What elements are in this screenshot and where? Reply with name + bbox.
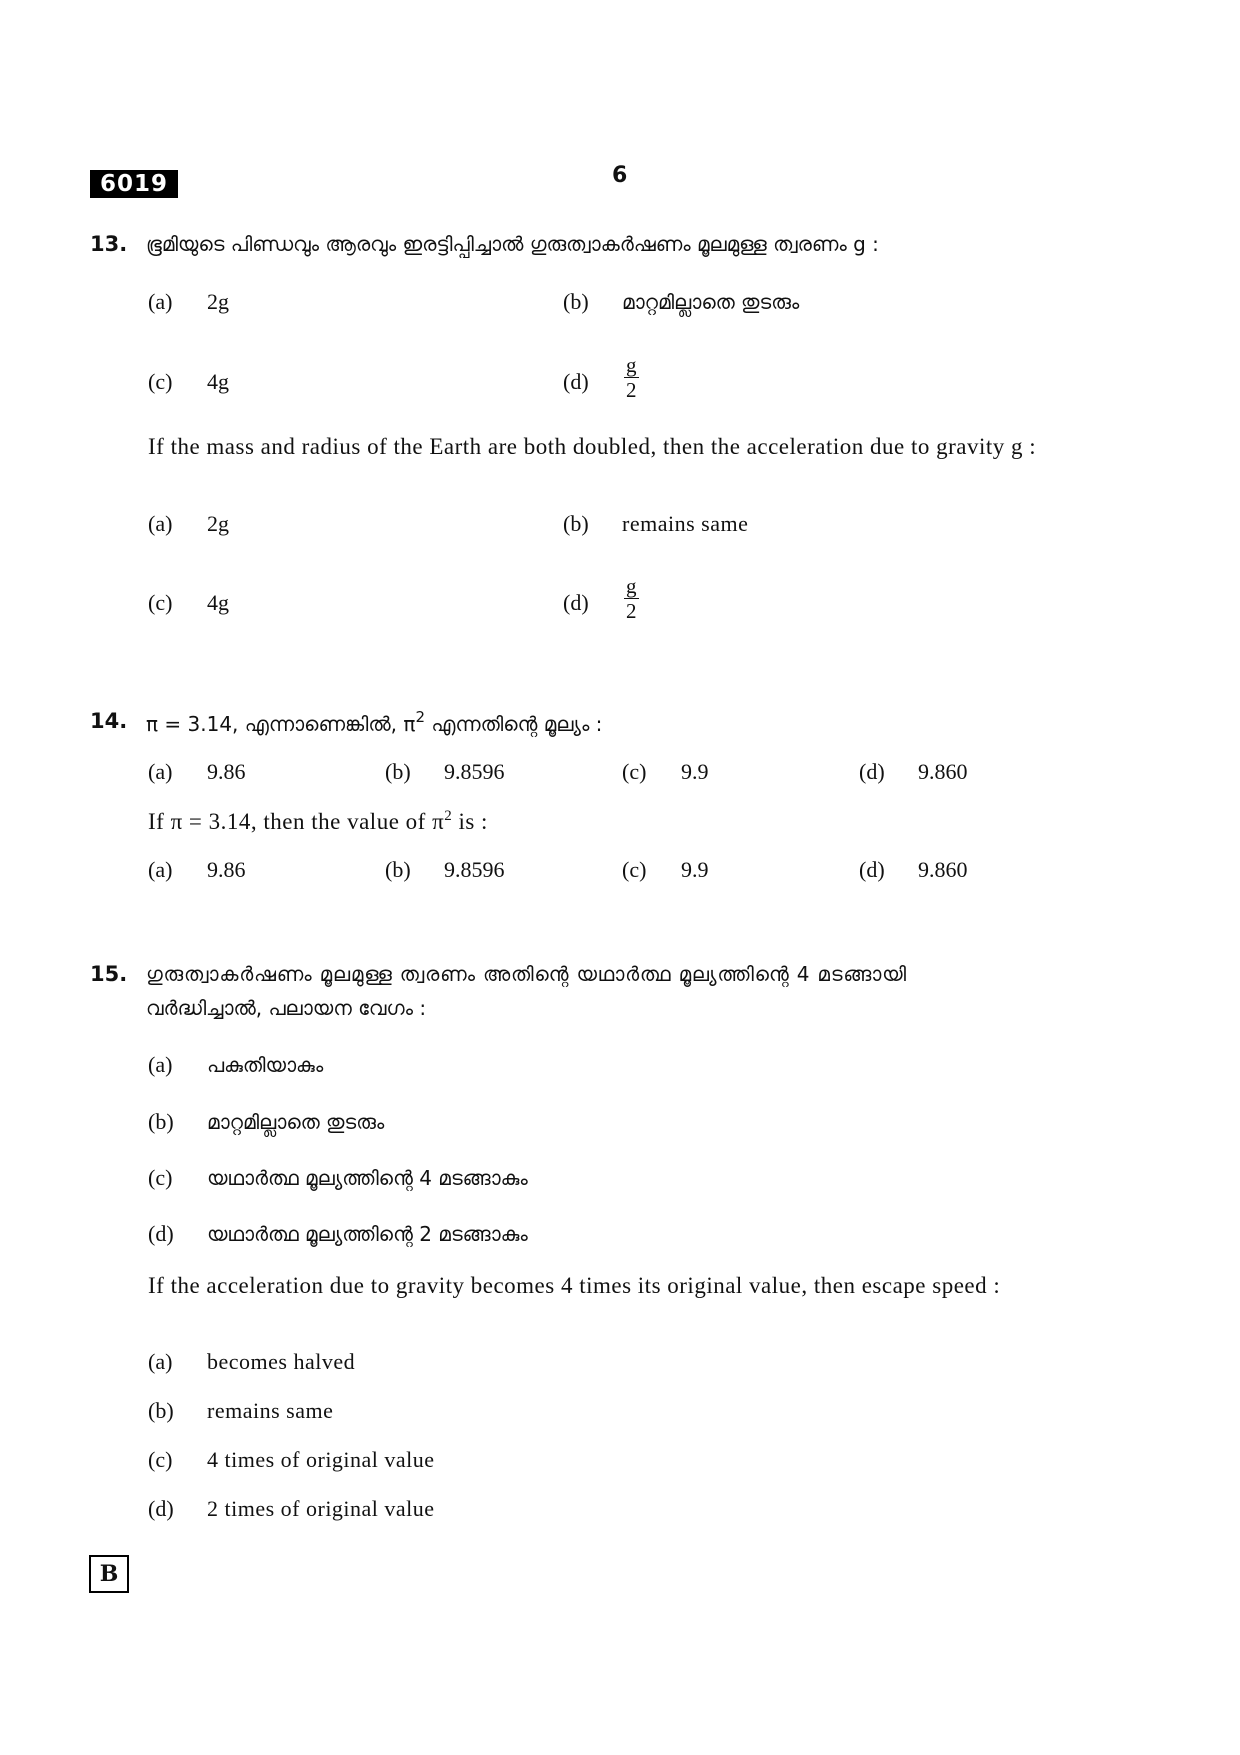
q14-en-text-pre: If π = 3.14, then the value of π (148, 809, 445, 834)
q15-ml-option-b-label: (b) (148, 1109, 174, 1134)
q13-ml-option-b-text: മാറ്റമില്ലാതെ തുടരും (622, 290, 800, 314)
q15-ml-option-c-label: (c) (148, 1165, 173, 1190)
q13-ml-option-d-label: (d) (563, 369, 589, 394)
q14-en-option-c-text: 9.9 (681, 857, 709, 882)
q13-en-option-c-label: (c) (148, 590, 173, 615)
question-13-number: 13. (90, 232, 128, 256)
q14-ml-text-post: എന്നതിന്റെ മൂല്യം : (424, 712, 603, 736)
question-15-ml-line-2: വർദ്ധിച്ചാൽ, പലായന വേഗം : (146, 996, 427, 1020)
q14-en-option-d-text: 9.860 (918, 857, 968, 882)
q14-en-option-c-label: (c) (622, 857, 647, 882)
q14-en-option-a-label: (a) (148, 857, 173, 882)
q13-ml-option-a-label: (a) (148, 289, 173, 314)
q14-ml-option-b-text: 9.8596 (444, 759, 505, 784)
q13-ml-option-c-text: 4g (207, 369, 229, 394)
q13-en-option-a-label: (a) (148, 511, 173, 536)
q13-en-option-a-text: 2g (207, 511, 229, 536)
question-13-ml-text: ഭൂമിയുടെ പിണ്ഡവും ആരവും ഇരട്ടിപ്പിച്ചാൽ ഗുരുത്വാകർഷണം മൂലമുള്ള ത്വരണം g : (146, 232, 879, 256)
q14-ml-option-b-label: (b) (385, 759, 411, 784)
q15-ml-option-a-label: (a) (148, 1052, 173, 1077)
question-13-en-text: If the mass and radius of the Earth are both doubled, then the acceleration due to gravity g : (148, 434, 1037, 459)
q14-ml-superscript: 2 (415, 708, 425, 726)
q14-ml-option-d-text: 9.860 (918, 759, 968, 784)
fraction-denominator: 2 (626, 378, 637, 402)
q13-en-option-d-label: (d) (563, 590, 589, 615)
fraction-numerator: g (626, 574, 637, 598)
q13-en-option-d-fraction (624, 575, 639, 622)
question-14-number: 14. (90, 709, 128, 733)
q15-en-option-a-label: (a) (148, 1349, 173, 1374)
q15-ml-option-d-label: (d) (148, 1221, 174, 1246)
q14-en-option-a-text: 9.86 (207, 857, 246, 882)
q15-ml-option-c-text: യഥാർത്ഥ മൂല്യത്തിന്റെ 4 മടങ്ങാകും (207, 1166, 528, 1190)
fraction-denominator: 2 (626, 599, 637, 623)
q13-en-option-b-text: remains same (622, 511, 749, 536)
question-15-en-text: If the acceleration due to gravity becomes 4 times its original value, then escape speed : (148, 1273, 1001, 1298)
q14-ml-option-c-label: (c) (622, 759, 647, 784)
q13-en-option-c-text: 4g (207, 590, 229, 615)
q13-ml-option-a-text: 2g (207, 289, 229, 314)
q13-ml-option-c-label: (c) (148, 369, 173, 394)
fraction-numerator: g (626, 353, 637, 377)
q15-en-option-a-text: becomes halved (207, 1349, 356, 1374)
q14-en-option-d-label: (d) (859, 857, 885, 882)
q15-en-option-d-text: 2 times of original value (207, 1496, 435, 1521)
q15-en-option-c-text: 4 times of original value (207, 1447, 435, 1472)
question-14-ml-text (146, 708, 602, 736)
q15-ml-option-d-text: യഥാർത്ഥ മൂല്യത്തിന്റെ 2 മടങ്ങാകും (207, 1222, 528, 1246)
q15-en-option-b-label: (b) (148, 1398, 174, 1423)
q14-ml-text-pre: π = 3.14, എന്നാണെങ്കിൽ, π (146, 712, 416, 736)
question-15-number: 15. (90, 962, 128, 986)
q15-ml-option-b-text: മാറ്റമില്ലാതെ തുടരും (207, 1110, 385, 1134)
q14-ml-option-d-label: (d) (859, 759, 885, 784)
question-15-ml-line-1: ഗുരുത്വാകർഷണം മൂലമുള്ള ത്വരണം അതിന്റെ യഥാർത്ഥ മൂല്യത്തിന്റെ 4 മടങ്ങായി (146, 962, 907, 986)
q15-en-option-b-text: remains same (207, 1398, 334, 1423)
q14-en-text-post: is : (452, 809, 488, 834)
q13-ml-option-b-label: (b) (563, 289, 589, 314)
q14-ml-option-a-label: (a) (148, 759, 173, 784)
q14-en-option-b-text: 9.8596 (444, 857, 505, 882)
q14-ml-option-a-text: 9.86 (207, 759, 246, 784)
question-set-badge: B (89, 1555, 129, 1593)
q14-en-option-b-label: (b) (385, 857, 411, 882)
q15-en-option-c-label: (c) (148, 1447, 173, 1472)
q13-ml-option-d-fraction (624, 354, 639, 401)
q15-ml-option-a-text: പകുതിയാകും (207, 1053, 324, 1077)
question-14-en-text (148, 808, 488, 835)
q14-en-superscript: 2 (444, 808, 453, 824)
q14-ml-option-c-text: 9.9 (681, 759, 709, 784)
page-number: 6 (612, 163, 628, 188)
q13-en-option-b-label: (b) (563, 511, 589, 536)
q15-en-option-d-label: (d) (148, 1496, 174, 1521)
paper-code: 6019 (90, 170, 178, 198)
